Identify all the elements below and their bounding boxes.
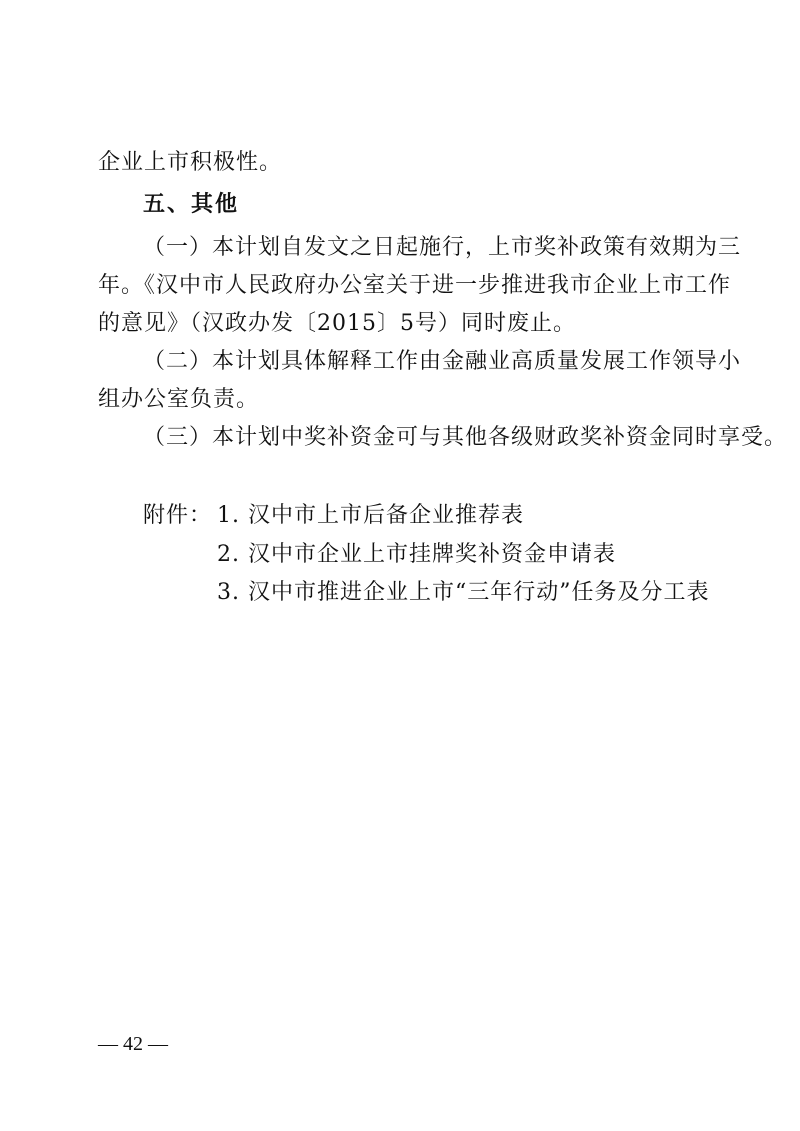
- paragraph-line: （二）本计划具体解释工作由金融业高质量发展工作领导小: [143, 349, 742, 374]
- paragraph-line: 组办公室负责。: [98, 387, 260, 412]
- attachment-item: 3. 汉中市推进企业上市“三年行动”任务及分工表: [217, 580, 710, 605]
- page-number: — 42 —: [98, 1033, 168, 1055]
- paragraph-line: （三）本计划中奖补资金可与其他各级财政奖补资金同时享受。: [143, 425, 788, 450]
- paragraph-line: 年。《汉中市人民政府办公室关于进一步推进我市企业上市工作: [98, 273, 732, 298]
- attachment-item: 1. 汉中市上市后备企业推荐表: [217, 503, 524, 528]
- attachments-label: 附件：: [143, 503, 213, 528]
- paragraph-line: 的意见》（汉政办发〔2015〕5号）同时废止。: [98, 311, 576, 336]
- section-heading: 五、其他: [143, 192, 240, 217]
- continuation-text: 企业上市积极性。: [98, 150, 283, 175]
- paragraph-line: （一）本计划自发文之日起施行，上市奖补政策有效期为三: [143, 235, 742, 260]
- attachment-item: 2. 汉中市企业上市挂牌奖补资金申请表: [217, 542, 616, 567]
